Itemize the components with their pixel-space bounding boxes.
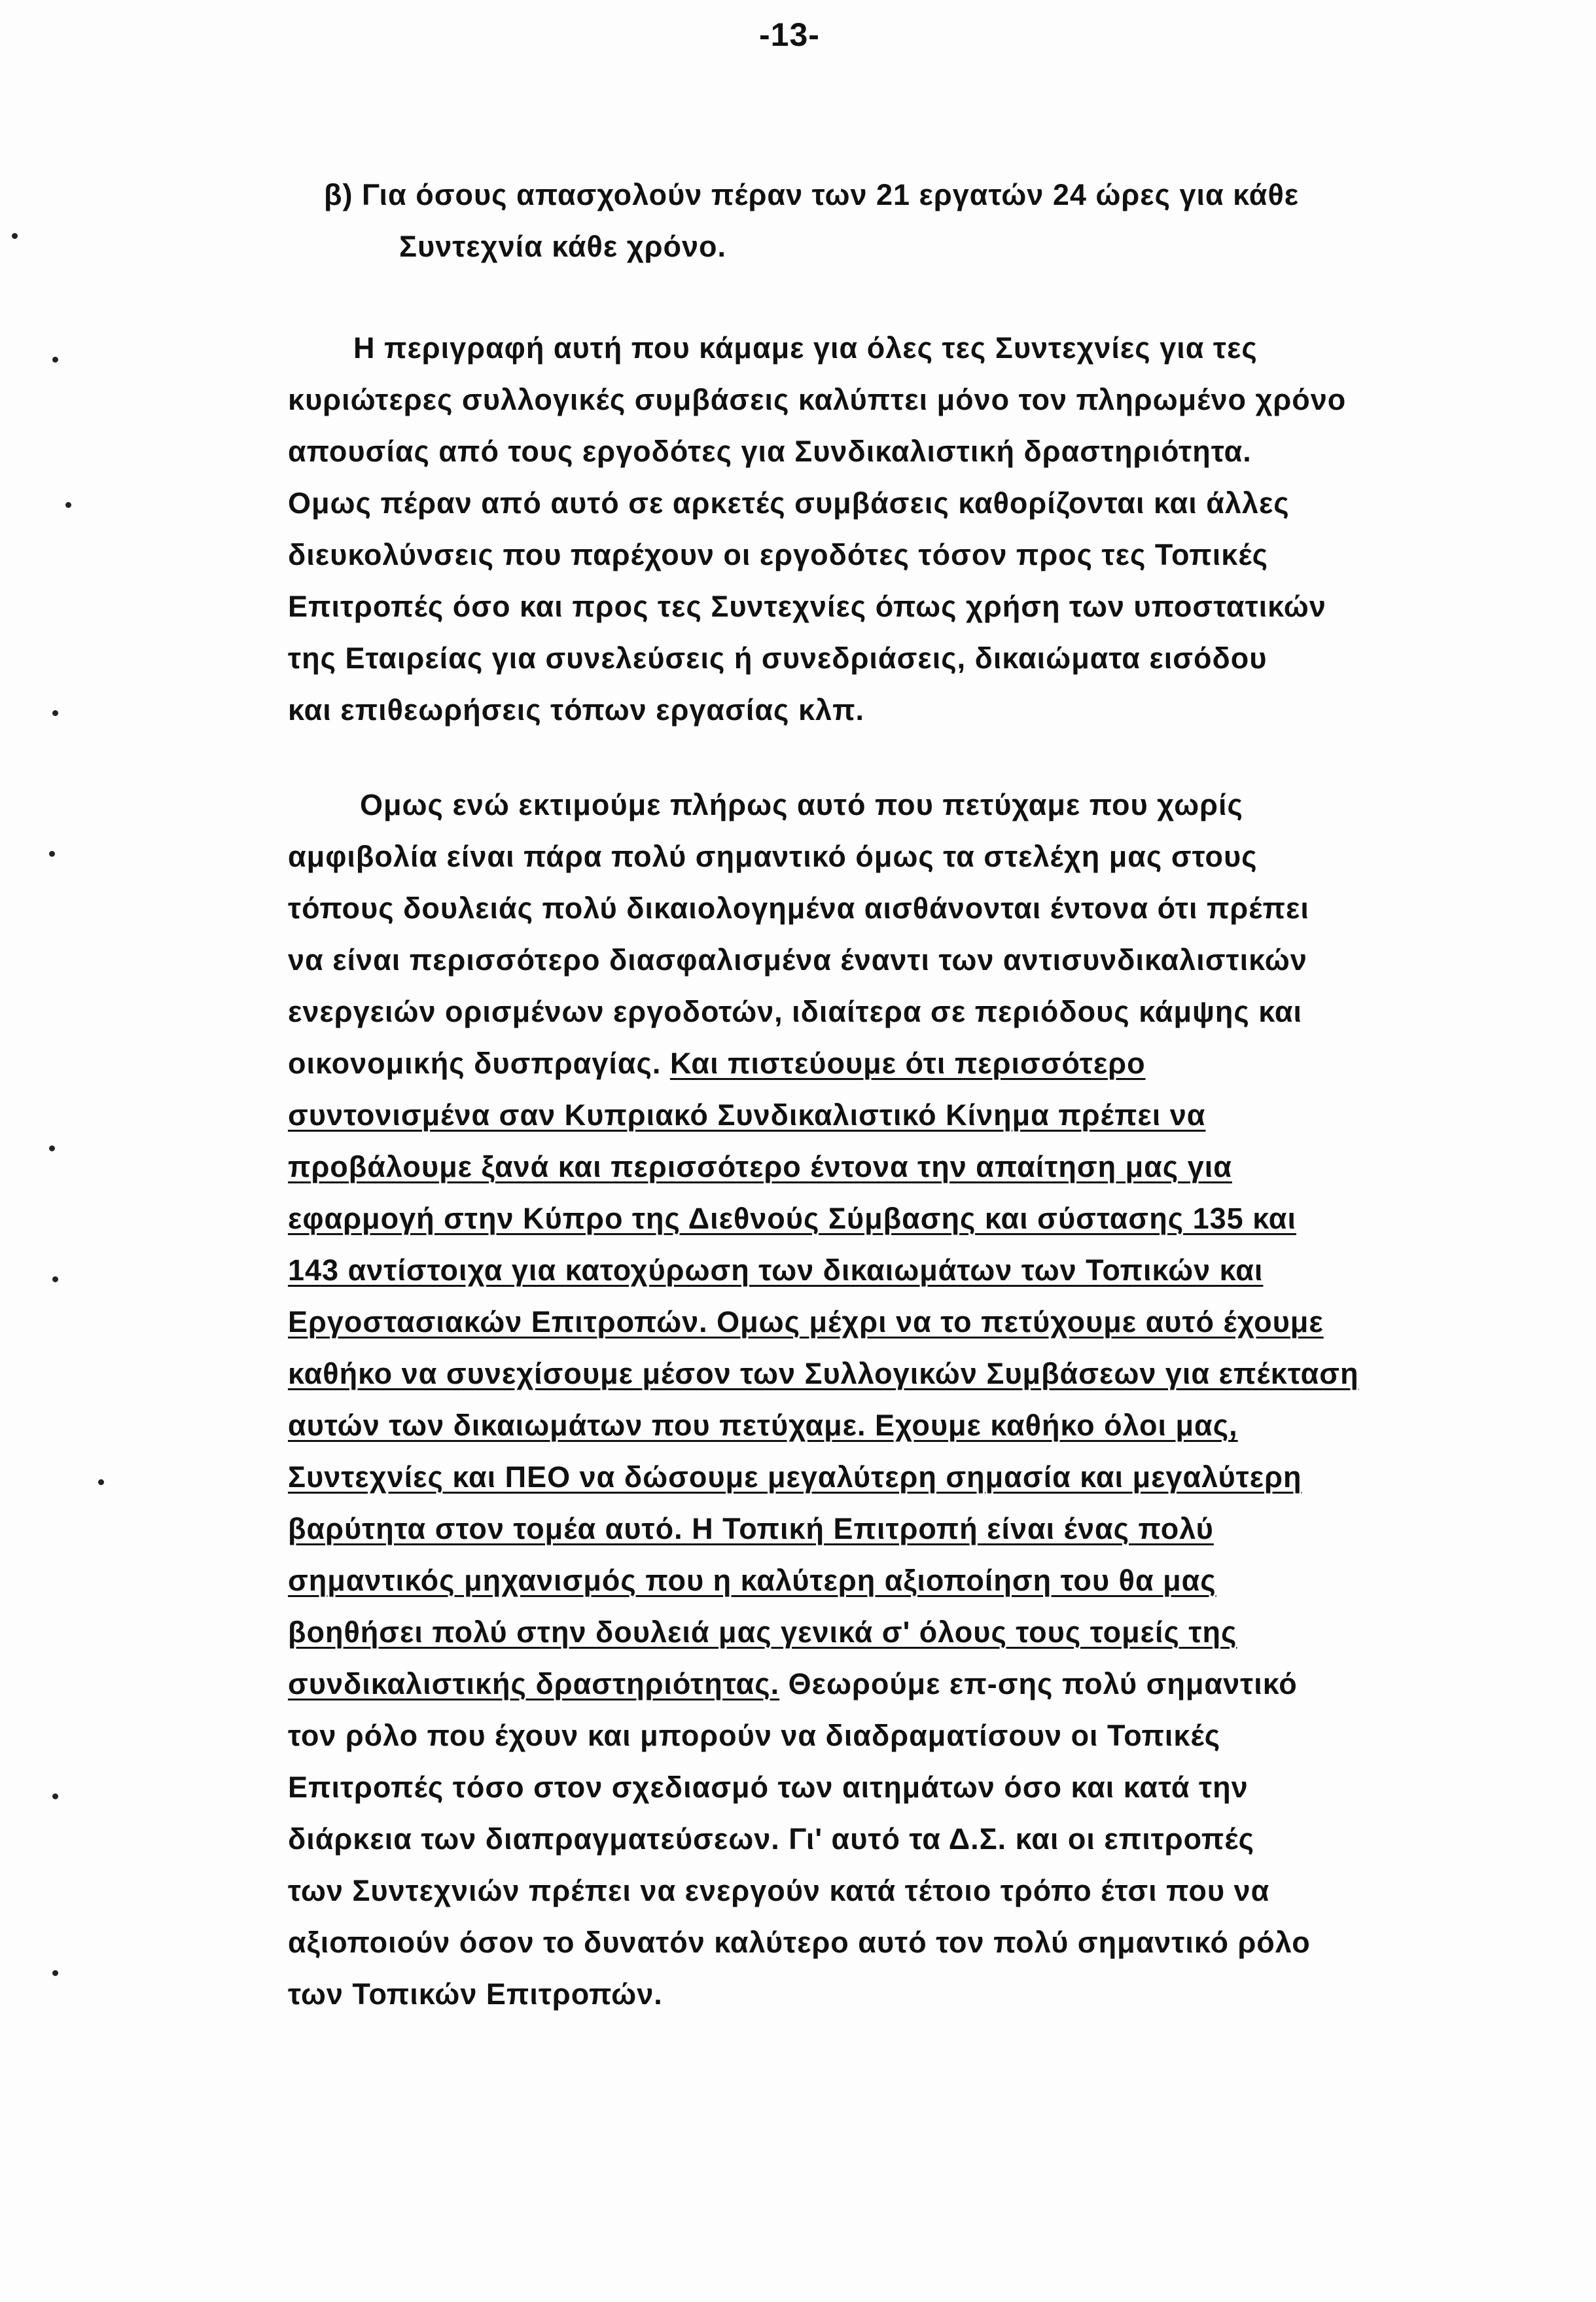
text-line: Ομως πέραν από αυτό σε αρκετές συμβάσεις καθορίζονται και άλλες — [288, 486, 1290, 520]
text-line — [288, 1141, 1359, 1193]
scan-speck — [52, 1276, 58, 1282]
text-line: να είναι περισσότερο διασφαλισμένα έναντι των αντισυνδικαλιστικών — [288, 943, 1307, 977]
text-line: τον ρόλο που έχουν και μπορούν να διαδραματίσουν οι Τοπικές — [288, 1719, 1221, 1752]
underlined-text: σημαντικός μηχανισμός που η καλύτερη αξιοποίηση του θα μας — [288, 1564, 1216, 1597]
text-line — [288, 1244, 1359, 1296]
text-line — [288, 1089, 1359, 1141]
text-line — [288, 1658, 1359, 1710]
text-line: Η περιγραφή αυτή που κάμαμε για όλες τες Συντεχνίες για τες — [353, 331, 1258, 365]
scan-speck — [65, 502, 71, 508]
paragraph-local-committees — [288, 322, 1346, 736]
text-line — [288, 1037, 1359, 1089]
scan-speck — [49, 1145, 55, 1151]
underlined-text: Και πιστεύουμε ότι περισσότερο — [669, 1047, 1146, 1080]
text-line: Ομως ενώ εκτιμούμε πλήρως αυτό που πετύχαμε που χωρίς — [360, 788, 1243, 821]
text-line: διευκολύνσεις που παρέχουν οι εργοδότες τόσον προς τες Τοπικές — [288, 538, 1269, 571]
text-line: διάρκεια των διαπραγματεύσεων. Γι' αυτό τα Δ.Σ. και οι επιτροπές — [288, 1822, 1255, 1856]
underlined-text: βαρύτητα στον τομέα αυτό. Η Τοπική Επιτροπή είναι ένας πολύ — [288, 1512, 1214, 1545]
underlined-text: αυτών των δικαιωμάτων που πετύχαμε. Εχουμε καθήκο όλοι μας, — [288, 1409, 1238, 1442]
scan-speck — [52, 710, 58, 716]
text-line: των Τοπικών Επιτροπών. — [288, 1977, 663, 2011]
underlined-text: Συντεχνίες και ΠΕΟ να δώσουμε μεγαλύτερη σημασία και μεγαλύτερη — [288, 1460, 1302, 1494]
underlined-text: βοηθήσει πολύ στην δουλειά μας γενικά σ' όλους τους τομείς της — [288, 1615, 1237, 1649]
paragraph-recommendations — [288, 779, 1359, 2020]
underlined-text: εφαρμογή στην Κύπρο της Διεθνούς Σύμβασης και σύστασης 135 και — [288, 1202, 1296, 1235]
text-line — [288, 1399, 1359, 1451]
underlined-text: συντονισμένα σαν Κυπριακό Συνδικαλιστικό Κίνημα πρέπει να — [288, 1098, 1206, 1132]
text-line: αξιοποιούν όσον το δυνατόν καλύτερο αυτό τον πολύ σημαντικό ρόλο — [288, 1926, 1311, 1959]
text-line — [288, 1451, 1359, 1503]
underlined-text: συνδικαλιστικής δραστηριότητας. — [288, 1667, 780, 1700]
underlined-text: 143 αντίστοιχα για κατοχύρωση των δικαιωμάτων των Τοπικών και — [288, 1253, 1264, 1287]
text-line: Συντεχνία κάθε χρόνο. — [399, 230, 726, 263]
text-line: αμφιβολία είναι πάρα πολύ σημαντικό όμως τα στελέχη μας στους — [288, 840, 1258, 873]
page-number: -13- — [759, 16, 820, 53]
text-line: Επιτροπές όσο και προς τες Συντεχνίες όπως χρήση των υποστατικών — [288, 590, 1326, 623]
text-line — [288, 1606, 1359, 1658]
scan-speck — [98, 1479, 104, 1485]
text-line: β) Για όσους απασχολούν πέραν των 21 εργατών 24 ώρες για κάθε — [324, 178, 1300, 211]
text-line — [288, 1296, 1359, 1348]
text-line — [288, 1348, 1359, 1399]
paragraph-item-b — [324, 169, 1299, 272]
text-line: κυριώτερες συλλογικές συμβάσεις καλύπτει μόνο τον πληρωμένο χρόνο — [288, 383, 1347, 416]
text-line: ενεργειών ορισμένων εργοδοτών, ιδιαίτερα σε περιόδους κάμψης και — [288, 995, 1303, 1028]
text-line: απουσίας από τους εργοδότες για Συνδικαλιστική δραστηριότητα. — [288, 435, 1252, 468]
text-line — [288, 1555, 1359, 1606]
text-line — [288, 1503, 1359, 1555]
text-line: τόπους δουλειάς πολύ δικαιολογημένα αισθάνονται έντονα ότι πρέπει — [288, 891, 1309, 925]
scan-speck — [52, 357, 58, 363]
scan-speck — [52, 1970, 58, 1976]
text-line: της Εταιρείας για συνελεύσεις ή συνεδριάσεις, δικαιώματα εισόδου — [288, 641, 1268, 675]
scan-speck — [12, 233, 18, 239]
text-line: των Συντεχνιών πρέπει να ενεργούν κατά τέτοιο τρόπο έτσι που να — [288, 1874, 1270, 1907]
underlined-text: Εργοστασιακών Επιτροπών. Ομως μέχρι να το πετύχουμε αυτό έχουμε — [288, 1305, 1324, 1339]
scan-speck — [52, 1793, 58, 1799]
text-line — [288, 1193, 1359, 1244]
underlined-text: προβάλουμε ξανά και περισσότερο έντονα την απαίτηση μας για — [288, 1150, 1232, 1183]
text-line: Επιτροπές τόσο στον σχεδιασμό των αιτημάτων όσο και κατά την — [288, 1771, 1249, 1804]
scan-speck — [49, 851, 55, 857]
plain-text: οικονομικής δυσπραγίας. — [288, 1047, 670, 1080]
plain-text: Θεωρούμε επ-σης πολύ σημαντικό — [779, 1667, 1298, 1700]
text-line: και επιθεωρήσεις τόπων εργασίας κλπ. — [288, 693, 865, 727]
underlined-text: καθήκο να συνεχίσουμε μέσον των Συλλογικών Συμβάσεων για επέκταση — [288, 1357, 1359, 1390]
